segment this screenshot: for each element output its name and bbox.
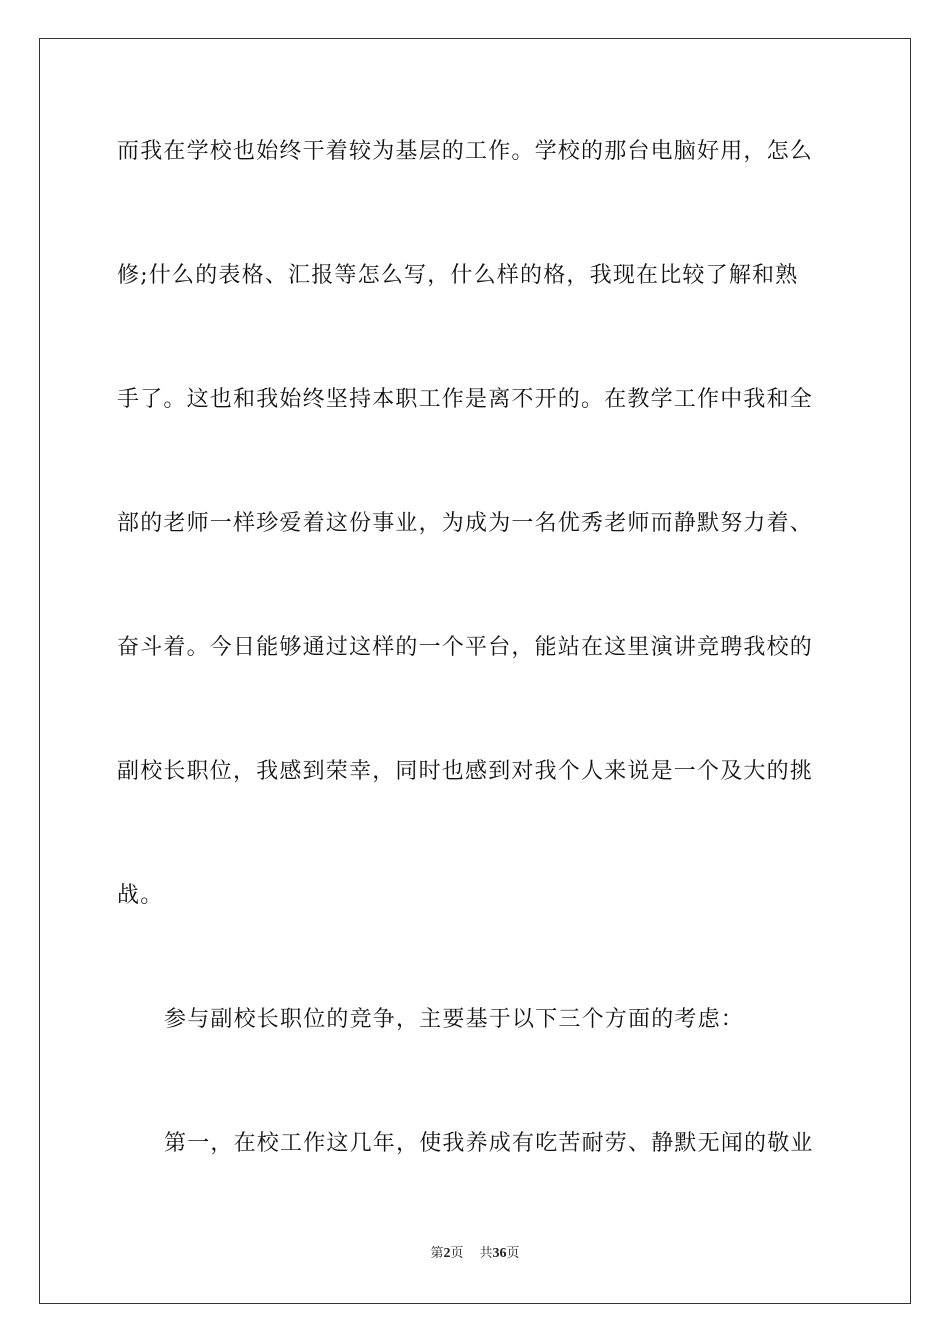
footer-page-prefix: 第: [430, 1246, 444, 1261]
footer-total-pages: 36: [492, 1246, 507, 1261]
footer-page-suffix: 页: [450, 1246, 464, 1261]
page-border: [39, 38, 911, 1304]
page-footer: [0, 1245, 950, 1263]
footer-page-number: 2: [443, 1246, 451, 1261]
body-text-line-3: 手了。这也和我始终坚持本职工作是离不开的。在教学工作中我和全: [117, 387, 814, 412]
body-text-line-1: 而我在学校也始终干着较为基层的工作。学校的那台电脑好用，怎么: [117, 139, 814, 164]
body-text-line-2: 修;什么的表格、汇报等怎么写，什么样的格，我现在比较了解和熟: [117, 263, 799, 288]
body-text-line-5: 奋斗着。今日能够通过这样的一个平台，能站在这里演讲竞聘我校的: [117, 635, 814, 660]
footer-total-prefix: 共: [479, 1246, 493, 1261]
body-text-line-9: 第一，在校工作这几年，使我养成有吃苦耐劳、静默无闻的敬业: [164, 1131, 814, 1156]
body-text-line-8: 参与副校长职位的竞争，主要基于以下三个方面的考虑：: [164, 1007, 745, 1032]
body-text-line-4: 部的老师一样珍爱着这份事业，为成为一名优秀老师而静默努力着、: [117, 511, 814, 536]
body-text-line-7: 战。: [117, 883, 164, 908]
footer-total-suffix: 页: [506, 1246, 520, 1261]
body-text-line-6: 副校长职位，我感到荣幸，同时也感到对我个人来说是一个及大的挑: [117, 759, 814, 784]
